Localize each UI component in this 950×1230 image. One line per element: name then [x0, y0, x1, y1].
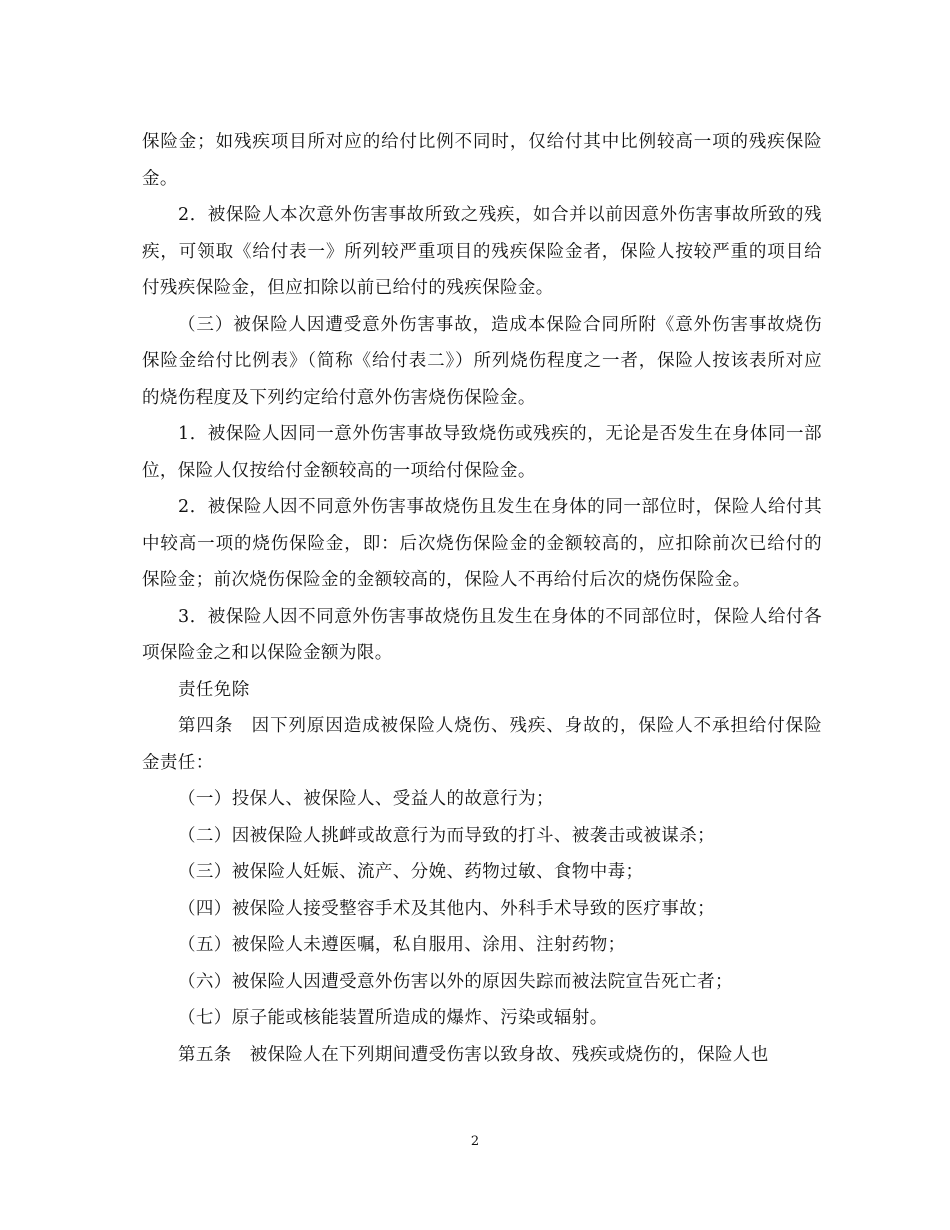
paragraph-burn-item-3: 3．被保险人因不同意外伤害事故烧伤且发生在身体的不同部位时，保险人给付各项保险金之和以保险金额为限。 [142, 606, 822, 663]
paragraph-burn-item-2: 2．被保险人因不同意外伤害事故烧伤且发生在身体的同一部位时，保险人给付其中较高一项的烧伤保险金，即：后次烧伤保险金的金额较高的，应扣除前次已给付的保险金；前次烧伤保险金的金额较高的，保险人不再给付后次的烧伤保险金。 [142, 497, 822, 590]
paragraph-section-3-burn: （三）被保险人因遭受意外伤害事故，造成本保险合同所附《意外伤害事故烧伤保险金给付比例表》（简称《给付表二》）所列烧伤程度之一者，保险人按该表所对应的烧伤程度及下列约定给付意外伤害烧伤保险金。 [142, 314, 822, 408]
paragraph-burn-item-1: 1．被保险人因同一意外伤害事故导致烧伤或残疾的，无论是否发生在身体同一部位，保险人仅按给付金额较高的一项给付保险金。 [142, 424, 822, 481]
exclusion-item-1: （一）投保人、被保险人、受益人的故意行为； [178, 789, 554, 809]
article-4: 第四条 因下列原因造成被保险人烧伤、残疾、身故的，保险人不承担给付保险金责任： [142, 716, 822, 773]
page-number: 2 [470, 1134, 480, 1149]
exclusion-item-4: （四）被保险人接受整容手术及其他内、外科手术导致的医疗事故； [178, 898, 715, 919]
exclusion-item-7: （七）原子能或核能装置所造成的爆炸、污染或辐射。 [178, 1008, 608, 1028]
article-5: 第五条 被保险人在下列期间遭受伤害以致身故、残疾或烧伤的，保险人也 [178, 1044, 769, 1065]
section-heading-exclusions: 责任免除 [178, 679, 250, 700]
paragraph-item-2-disability: 2．被保险人本次意外伤害事故所致之残疾，如合并以前因意外伤害事故所致的残疾，可领取《给付表一》所列较严重项目的残疾保险金者，保险人按较严重的项目给付残疾保险金，但应扣除以前已给付的残疾保险金。 [142, 205, 822, 298]
document-body [142, 124, 822, 1073]
paragraph-continuation: 保险金；如残疾项目所对应的给付比例不同时，仅给付其中比例较高一项的残疾保险金。 [142, 132, 822, 189]
exclusion-item-2: （二）因被保险人挑衅或故意行为而导致的打斗、被袭击或被谋杀； [178, 825, 715, 846]
exclusion-item-5: （五）被保险人未遵医嘱，私自服用、涂用、注射药物； [178, 935, 626, 955]
exclusion-item-6: （六）被保险人因遭受意外伤害以外的原因失踪而被法院宣告死亡者； [178, 971, 733, 992]
exclusion-item-3: （三）被保险人妊娠、流产、分娩、药物过敏、食物中毒； [178, 862, 644, 882]
